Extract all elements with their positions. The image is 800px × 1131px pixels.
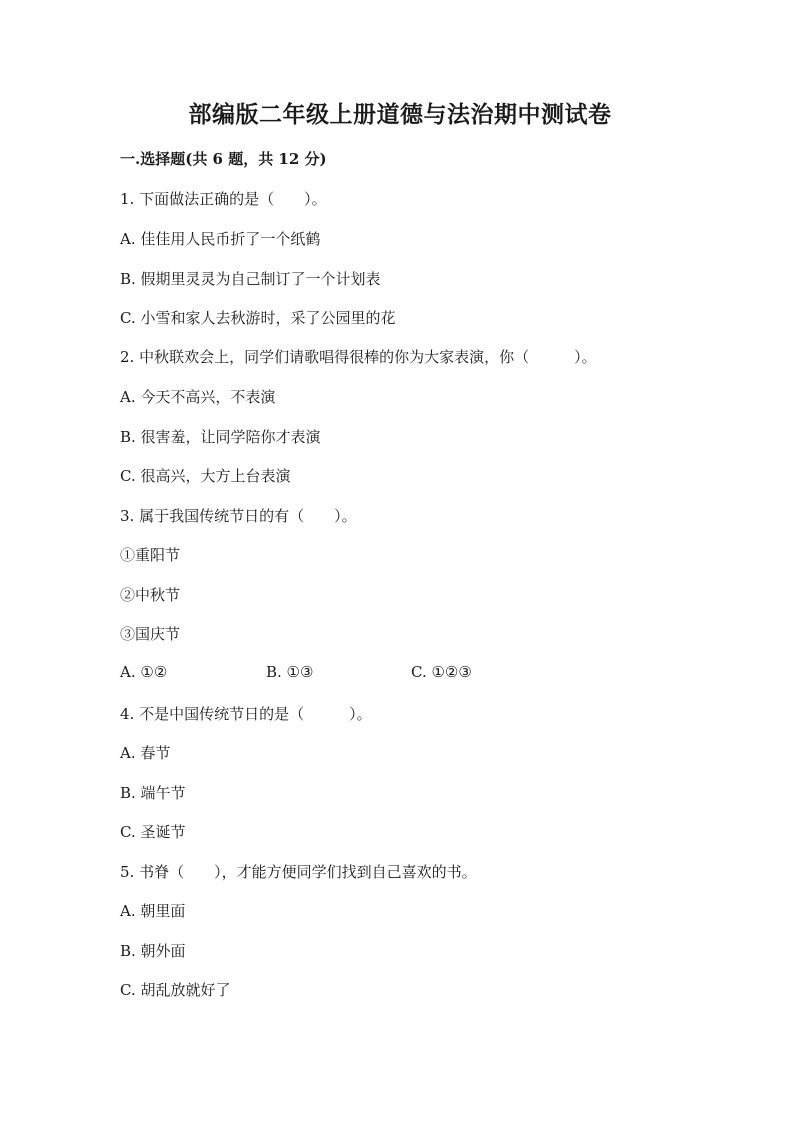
question-5-option-b: B. 朝外面	[120, 942, 186, 960]
question-5-stem: 5. 书脊（ ），才能方便同学们找到自己喜欢的书。	[120, 863, 477, 881]
question-2-option-c: C. 很高兴，大方上台表演	[120, 467, 291, 485]
question-2-option-a: A. 今天不高兴，不表演	[120, 388, 276, 406]
question-3-option-c: C. ①②③	[411, 663, 472, 681]
question-5-option-a: A. 朝里面	[120, 902, 186, 920]
question-2-stem: 2. 中秋联欢会上，同学们请歌唱得很棒的你为大家表演，你（ ）。	[120, 348, 597, 366]
question-1-option-a: A. 佳佳用人民币折了一个纸鹤	[120, 230, 321, 248]
question-1-stem: 1. 下面做法正确的是（ ）。	[120, 190, 327, 208]
question-5-option-c: C. 胡乱放就好了	[120, 981, 231, 999]
question-3-stem: 3. 属于我国传统节日的有（ ）。	[120, 507, 357, 525]
section-heading: 一.选择题(共 6 题，共 12 分)	[120, 150, 327, 168]
question-4-option-a: A. 春节	[120, 744, 171, 762]
question-3-item-3: ③国庆节	[120, 625, 181, 643]
question-3-option-b: B. ①③	[266, 663, 314, 681]
question-4-option-c: C. 圣诞节	[120, 823, 186, 841]
question-2-option-b: B. 很害羞，让同学陪你才表演	[120, 428, 321, 446]
question-3-option-a: A. ①②	[120, 663, 168, 681]
question-1-option-b: B. 假期里灵灵为自己制订了一个计划表	[120, 270, 381, 288]
question-1-option-c: C. 小雪和家人去秋游时，采了公园里的花	[120, 309, 396, 327]
question-3-item-1: ①重阳节	[120, 546, 181, 564]
page-title: 部编版二年级上册道德与法治期中测试卷	[188, 101, 612, 128]
question-4-option-b: B. 端午节	[120, 784, 186, 802]
question-4-stem: 4. 不是中国传统节日的是（ ）。	[120, 705, 372, 723]
question-3-item-2: ②中秋节	[120, 586, 181, 604]
